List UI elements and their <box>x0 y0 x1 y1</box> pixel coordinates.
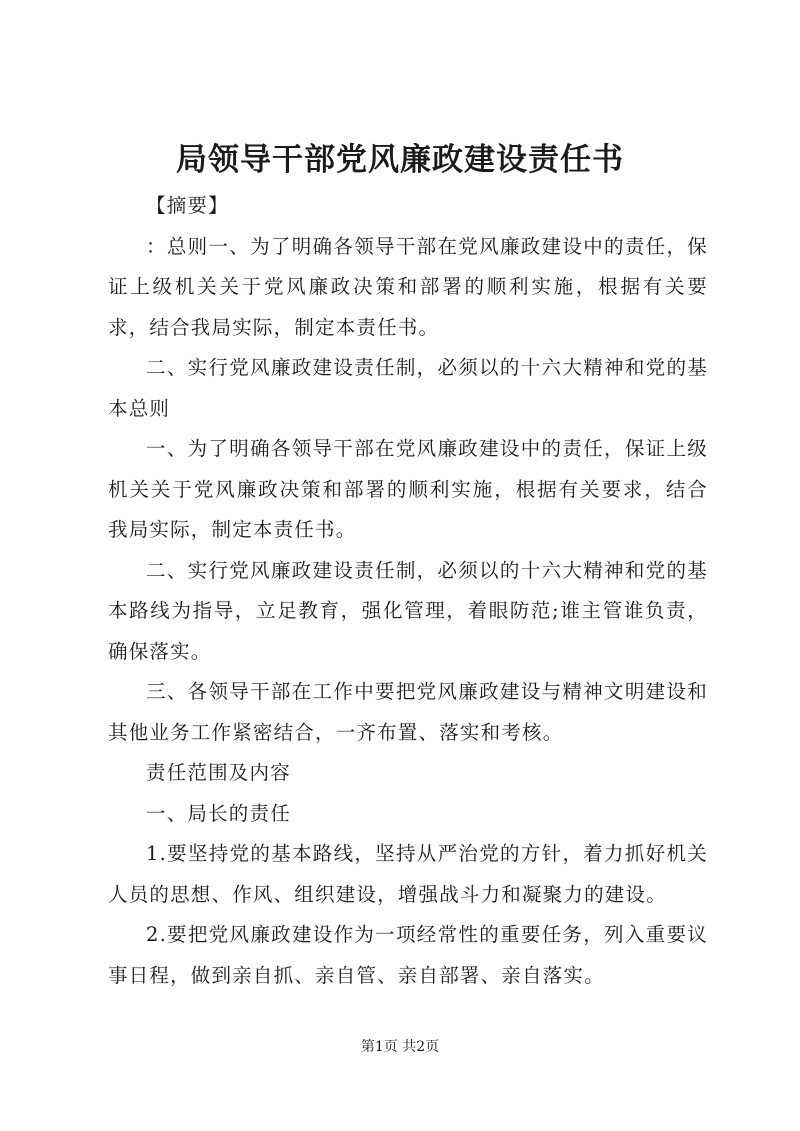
page-footer: 第1页 共2页 <box>360 1039 440 1055</box>
paragraph: 二、实行党风廉政建设责任制，必须以的十六大精神和党的基本总则 <box>108 356 708 420</box>
paragraph: 一、为了明确各领导干部在党风廉政建设中的责任，保证上级机关关于党风廉政决策和部署的顺利实施，根据有关要求，结合我局实际，制定本责任书。 <box>108 437 708 541</box>
abstract-heading: 【摘要】 <box>146 194 229 217</box>
paragraph: 三、各领导干部在工作中要把党风廉政建设与精神文明建设和其他业务工作紧密结合，一齐布置、落实和考核。 <box>108 680 708 744</box>
paragraph: 2.要把党风廉政建设作为一项经常性的重要任务，列入重要议事日程，做到亲自抓、亲自管、亲自部署、亲自落实。 <box>108 923 708 987</box>
paragraph: 二、实行党风廉政建设责任制，必须以的十六大精神和党的基本路线为指导，立足教育，强化管理，着眼防范;谁主管谁负责，确保落实。 <box>108 558 708 663</box>
document-body <box>108 186 708 996</box>
paragraph: ：总则一、为了明确各领导干部在党风廉政建设中的责任，保证上级机关关于党风廉政决策和部署的顺利实施，根据有关要求，结合我局实际，制定本责任书。 <box>108 234 708 339</box>
section-heading: 责任范围及内容 <box>146 761 291 784</box>
document-title: 局领导干部党风廉政建设责任书 <box>176 142 624 178</box>
paragraph: 1.要坚持党的基本路线，坚持从严治党的方针，着力抓好机关人员的思想、作风、组织建设，增强战斗力和凝聚力的建设。 <box>108 842 708 906</box>
subsection-heading: 一、局长的责任 <box>146 801 291 825</box>
